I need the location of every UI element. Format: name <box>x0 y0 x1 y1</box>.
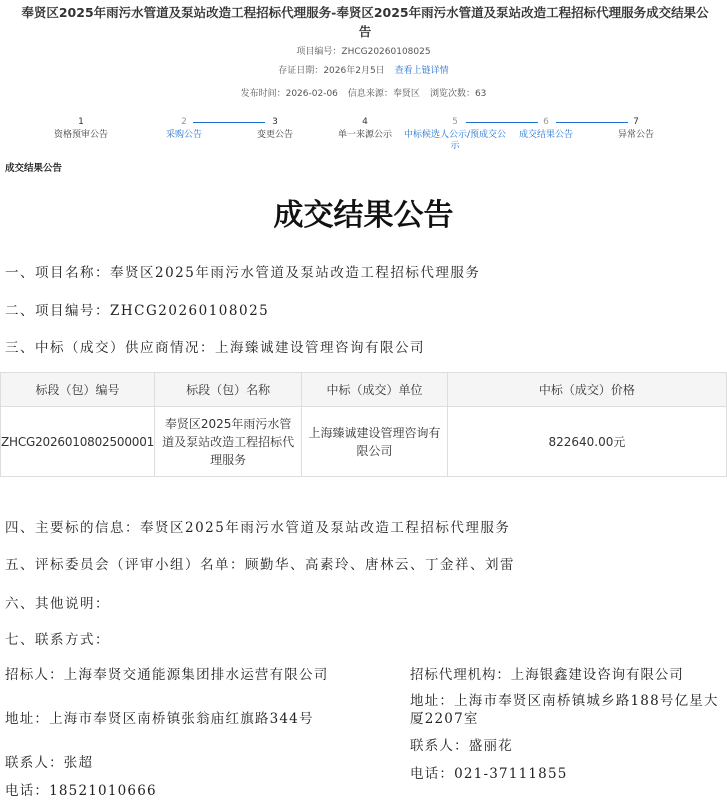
agency-name: 招标代理机构：上海银鑫建设咨询有限公司 <box>410 667 684 683</box>
header-lot-number: 标段（包）编号 <box>1 373 155 407</box>
header-lot-name: 标段（包）名称 <box>155 373 302 407</box>
views-label: 浏览次数： <box>429 89 475 99</box>
project-number: 二、项目编号：ZHCG20260108025 <box>5 303 270 319</box>
project-no-label: 项目编号： <box>296 47 342 57</box>
step-prequalification[interactable] <box>31 115 131 141</box>
step-number: 1 <box>78 117 84 127</box>
section-label: 成交结果公告 <box>5 163 63 174</box>
step-result[interactable] <box>496 115 596 141</box>
announcement-heading: 成交结果公告 <box>273 198 454 233</box>
step-exception[interactable] <box>586 115 686 141</box>
step-label: 中标候选人公示/预成交公示 <box>403 130 507 151</box>
deposit-label: 存证日期： <box>278 66 324 76</box>
project-number-line <box>0 44 727 57</box>
project-no: ZHCG20260108025 <box>341 47 431 57</box>
chain-details-link[interactable]: 查看上链详情 <box>394 66 449 76</box>
lot-name-cell: 奉贤区2025年雨污水管道及泵站改造工程招标代理服务 <box>155 407 302 477</box>
publish-info-line <box>0 86 727 99</box>
table-row <box>1 407 727 477</box>
table-header-row <box>1 373 727 407</box>
tenderer-phone: 电话：18521010666 <box>5 783 157 799</box>
other-notes: 六、其他说明： <box>5 596 110 612</box>
step-procurement[interactable] <box>134 115 234 141</box>
tenderer-name: 招标人：上海奉贤交通能源集团排水运营有限公司 <box>5 667 329 683</box>
winning-supplier: 三、中标（成交）供应商情况：上海臻诚建设管理咨询有限公司 <box>5 340 425 356</box>
step-number: 2 <box>181 117 187 127</box>
step-label: 单一来源公示 <box>337 130 392 140</box>
publish-time: 2026-02-06 <box>285 89 338 99</box>
lot-number-cell: ZHCG2026010802500001 <box>1 407 155 477</box>
main-subject: 四、主要标的信息：奉贤区2025年雨污水管道及泵站改造工程招标代理服务 <box>5 520 511 536</box>
result-table <box>0 372 727 477</box>
step-label: 异常公告 <box>617 130 654 140</box>
step-number: 6 <box>543 117 549 127</box>
agency-contact: 联系人：盛丽花 <box>410 738 513 754</box>
tenderer-address: 地址：上海市奉贤区南桥镇张翁庙红旗路344号 <box>5 711 314 727</box>
step-label: 变更公告 <box>256 130 293 140</box>
step-number: 4 <box>362 117 368 127</box>
step-change[interactable] <box>225 115 325 141</box>
header-winning-unit: 中标（成交）单位 <box>302 373 448 407</box>
winning-unit-cell: 上海臻诚建设管理咨询有限公司 <box>302 407 448 477</box>
step-label: 成交结果公告 <box>518 130 573 140</box>
publish-label: 发布时间： <box>240 89 286 99</box>
project-name: 一、项目名称：奉贤区2025年雨污水管道及泵站改造工程招标代理服务 <box>5 265 481 281</box>
views-count: 63 <box>474 89 487 99</box>
review-committee: 五、评标委员会（评审小组）名单：顾勤华、高素玲、唐林云、丁金祥、刘雷 <box>5 557 515 573</box>
step-number: 7 <box>633 117 639 127</box>
agency-address: 地址：上海市奉贤区南桥镇城乡路188号亿星大厦2207室 <box>410 693 719 727</box>
step-number: 5 <box>452 117 458 127</box>
source-label: 信息来源： <box>347 89 393 99</box>
tenderer-contact: 联系人：张超 <box>5 755 94 771</box>
agency-phone: 电话：021-37111855 <box>410 766 568 782</box>
page-title: 奉贤区2025年雨污水管道及泵站改造工程招标代理服务-奉贤区2025年雨污水管道及泵站改造工程招标代理服务成交结果公告 <box>21 5 709 39</box>
step-label: 采购公告 <box>165 130 202 140</box>
contact-heading: 七、联系方式： <box>5 632 110 648</box>
step-candidate[interactable] <box>400 115 510 152</box>
process-steps <box>0 115 727 155</box>
step-label: 资格预审公告 <box>53 130 108 140</box>
deposit-date: 2026年2月5日 <box>323 66 385 76</box>
price-cell: 822640.00元 <box>447 407 726 477</box>
deposit-line <box>0 63 727 76</box>
source: 奉贤区 <box>392 89 420 99</box>
step-number: 3 <box>272 117 278 127</box>
header-price: 中标（成交）价格 <box>447 373 726 407</box>
